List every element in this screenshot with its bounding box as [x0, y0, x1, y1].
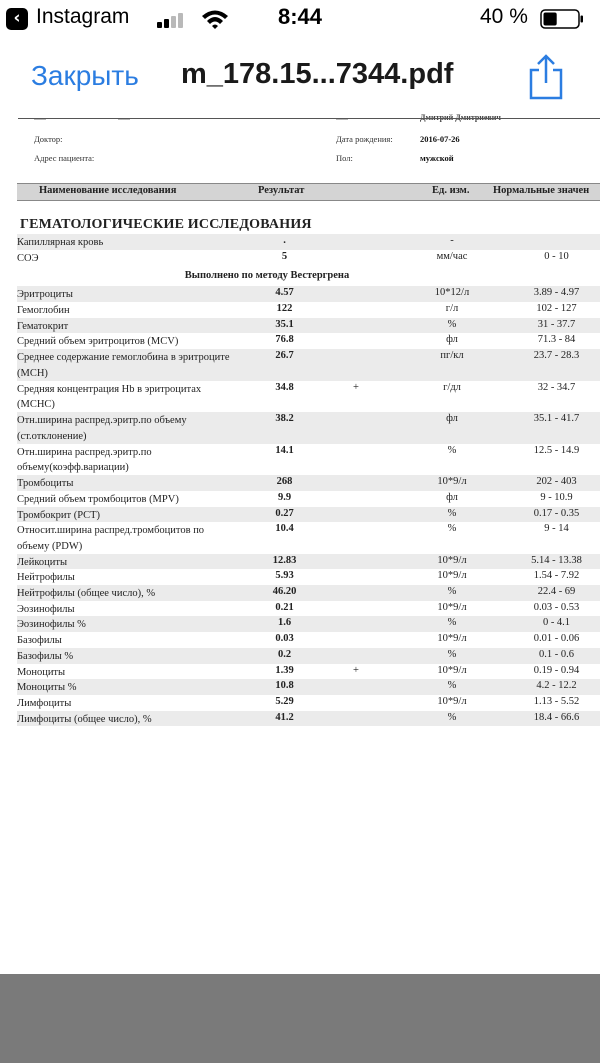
test-name: Относит.ширина распред.тромбоцитов по объему (PDW)	[17, 525, 205, 552]
test-name: Тромбокрит (PCT)	[17, 509, 100, 521]
test-name: Моноциты	[17, 666, 66, 678]
test-name: Эозинофилы %	[17, 619, 86, 631]
dob-value: 2016-07-26	[420, 134, 460, 144]
section-title: ГЕМАТОЛОГИЧЕСКИЕ ИССЛЕДОВАНИЯ	[20, 217, 312, 232]
test-result: 0.03	[275, 633, 294, 645]
table-row	[17, 269, 600, 286]
test-result: 26.7	[275, 350, 294, 362]
test-unit: 10*9/л	[437, 664, 467, 676]
table-row	[17, 333, 600, 349]
test-result: 268	[276, 476, 293, 488]
test-result: 5.29	[275, 695, 294, 707]
test-result: 12.83	[272, 554, 297, 566]
normal-range: 5.14 - 13.38	[531, 554, 582, 566]
battery-icon	[540, 9, 584, 29]
cellular-signal-icon	[157, 12, 187, 28]
normal-range: 3.89 - 4.97	[533, 287, 580, 299]
divider	[18, 118, 600, 119]
test-name: Базофилы %	[17, 650, 74, 662]
table-row	[17, 318, 600, 334]
test-name: Средняя концентрация Hb в эритроцитах (MCHC)	[17, 383, 202, 411]
table-row	[17, 522, 600, 554]
test-unit: -	[450, 235, 454, 246]
table-row	[17, 381, 600, 413]
status-bar	[0, 0, 600, 38]
test-name: Нейтрофилы (общее число), %	[17, 588, 156, 600]
table-row	[17, 569, 600, 585]
test-name: Средний объем эритроцитов (MCV)	[17, 336, 179, 348]
normal-range: 102 - 127	[536, 303, 577, 315]
table-row	[17, 632, 600, 648]
results-table	[17, 234, 600, 726]
test-name: Эритроциты	[17, 289, 73, 301]
table-row	[17, 585, 600, 601]
clock: 8:44	[277, 4, 323, 29]
test-result: 5	[281, 250, 288, 262]
normal-range: 4.2 - 12.2	[536, 680, 577, 692]
table-row	[17, 234, 600, 250]
test-unit: %	[447, 444, 457, 456]
test-result: 0.21	[275, 601, 294, 613]
test-unit: фл	[446, 491, 458, 503]
test-name: Лейкоциты	[17, 556, 68, 568]
test-unit: фл	[446, 334, 458, 346]
test-name: Гематокрит	[17, 320, 69, 332]
results-table-header	[17, 183, 600, 201]
test-unit: %	[447, 507, 457, 519]
normal-range: 22.4 - 69	[537, 586, 576, 598]
normal-range: 9 - 14	[544, 523, 569, 535]
table-row	[17, 664, 600, 680]
test-name: Средний объем тромбоцитов (MPV)	[17, 493, 179, 505]
table-row	[17, 616, 600, 632]
column-header-name: Наименование исследования	[39, 185, 177, 196]
test-result: 10.4	[275, 523, 294, 535]
test-name: Моноциты %	[17, 682, 77, 694]
method-note: Выполнено по методу Вестергрена	[184, 270, 350, 282]
test-unit: фл	[446, 413, 458, 425]
table-row	[17, 302, 600, 318]
test-result: 9.9	[277, 491, 292, 503]
test-unit: %	[447, 617, 457, 629]
test-unit: %	[447, 680, 457, 692]
test-name: Отн.ширина распред.эритр.по объему(коэфф.вариации)	[17, 446, 152, 474]
table-row	[17, 444, 600, 476]
test-unit: 10*9/л	[437, 601, 467, 613]
table-row	[17, 491, 600, 507]
normal-range: 0.03 - 0.53	[533, 601, 580, 613]
pdf-document[interactable]	[0, 110, 600, 974]
test-result: .	[283, 235, 286, 246]
test-unit: пг/кл	[440, 350, 464, 362]
normal-range: 18.4 - 66.6	[533, 711, 580, 723]
test-name: Лимфоциты	[17, 697, 72, 709]
test-name: Капиллярная кровь	[17, 237, 104, 248]
sex-label: Пол:	[336, 153, 353, 163]
test-result: 14.1	[275, 444, 294, 456]
test-name: СОЭ	[17, 252, 39, 264]
test-result: 35.1	[275, 318, 294, 330]
column-header-unit: Ед. изм.	[432, 185, 470, 196]
table-row	[17, 601, 600, 617]
normal-range: 0.1 - 0.6	[539, 648, 574, 660]
table-row	[17, 412, 600, 444]
test-unit: 10*9/л	[437, 633, 467, 645]
normal-range: 23.7 - 28.3	[533, 350, 580, 362]
test-unit: %	[447, 523, 457, 535]
close-button[interactable]: Закрыть	[31, 60, 139, 91]
share-icon[interactable]	[526, 54, 566, 100]
abnormal-flag: +	[353, 381, 359, 393]
table-row	[17, 554, 600, 570]
normal-range: 1.54 - 7.92	[533, 570, 580, 582]
test-result: 0.2	[277, 648, 292, 660]
test-unit: мм/час	[436, 250, 468, 262]
test-unit: %	[447, 586, 457, 598]
normal-range: 0.01 - 0.06	[533, 633, 580, 645]
column-header-result: Результат	[258, 185, 305, 196]
normal-range: 0.19 - 0.94	[533, 664, 580, 676]
bottom-toolbar-area	[0, 974, 600, 1063]
test-unit: %	[447, 318, 457, 330]
test-result: 122	[276, 303, 293, 315]
test-name: Нейтрофилы	[17, 572, 75, 584]
normal-range: 71.3 - 84	[537, 334, 576, 346]
wifi-icon	[200, 8, 230, 30]
normal-range: 1.13 - 5.52	[533, 695, 580, 707]
test-result: 46.20	[272, 586, 297, 598]
test-name: Среднее содержание гемоглобина в эритроците (MCH)	[17, 352, 230, 379]
test-name: Тромбоциты	[17, 478, 74, 490]
normal-range: 12.5 - 14.9	[533, 444, 580, 456]
test-result: 1.39	[275, 664, 294, 676]
test-result: 0.27	[275, 507, 294, 519]
navigation-bar	[0, 38, 600, 110]
sex-value: мужской	[420, 153, 454, 163]
table-row	[17, 711, 600, 727]
normal-range: 35.1 - 41.7	[533, 413, 580, 425]
normal-range: 31 - 37.7	[537, 318, 576, 330]
normal-range: 32 - 34.7	[537, 381, 576, 393]
test-name: Гемоглобин	[17, 305, 70, 317]
test-unit: г/л	[445, 303, 459, 315]
table-row	[17, 349, 600, 381]
test-unit: 10*9/л	[437, 554, 467, 566]
test-name: Отн.ширина распред.эритр.по объему (ст.отклонение)	[17, 415, 187, 442]
test-result: 38.2	[275, 413, 294, 425]
abnormal-flag: +	[353, 664, 359, 676]
chevron-left-icon[interactable]: ‹	[6, 8, 28, 30]
battery-percent: 40 %	[480, 5, 528, 28]
table-row	[17, 648, 600, 664]
column-header-norm: Нормальные значен	[493, 185, 590, 196]
test-name: Лимфоциты (общее число), %	[17, 713, 152, 725]
test-unit: 10*9/л	[437, 476, 467, 488]
test-name: Базофилы	[17, 635, 62, 647]
test-name: Эозинофилы	[17, 603, 75, 615]
test-result: 4.57	[275, 287, 294, 299]
test-result: 5.93	[275, 570, 294, 582]
doctor-label: Доктор:	[34, 134, 63, 144]
test-unit: %	[447, 711, 457, 723]
table-row	[17, 286, 600, 302]
test-result: 34.8	[275, 381, 294, 393]
normal-range: 9 - 10.9	[540, 491, 573, 503]
table-row	[17, 250, 600, 266]
test-unit: 10*9/л	[437, 695, 467, 707]
normal-range: 0 - 10	[544, 250, 569, 262]
table-row	[17, 475, 600, 491]
test-unit: 10*9/л	[437, 570, 467, 582]
test-result: 76.8	[275, 334, 294, 346]
normal-range: 0.17 - 0.35	[533, 507, 580, 519]
address-label: Адрес пациента:	[34, 153, 95, 163]
dob-label: Дата рождения:	[336, 134, 393, 144]
test-result: 41.2	[275, 711, 294, 723]
table-row	[17, 507, 600, 523]
table-row	[17, 695, 600, 711]
test-result: 10.8	[275, 680, 294, 692]
test-unit: %	[447, 648, 457, 660]
table-row	[17, 679, 600, 695]
back-to-app-label[interactable]: Instagram	[36, 5, 130, 28]
normal-range: 202 - 403	[536, 476, 577, 488]
test-unit: г/дл	[443, 381, 461, 393]
test-unit: 10*12/л	[434, 287, 470, 299]
document-title: m_178.15...7344.pdf	[181, 58, 454, 90]
normal-range: 0 - 4.1	[542, 617, 571, 629]
test-result: 1.6	[277, 617, 292, 629]
